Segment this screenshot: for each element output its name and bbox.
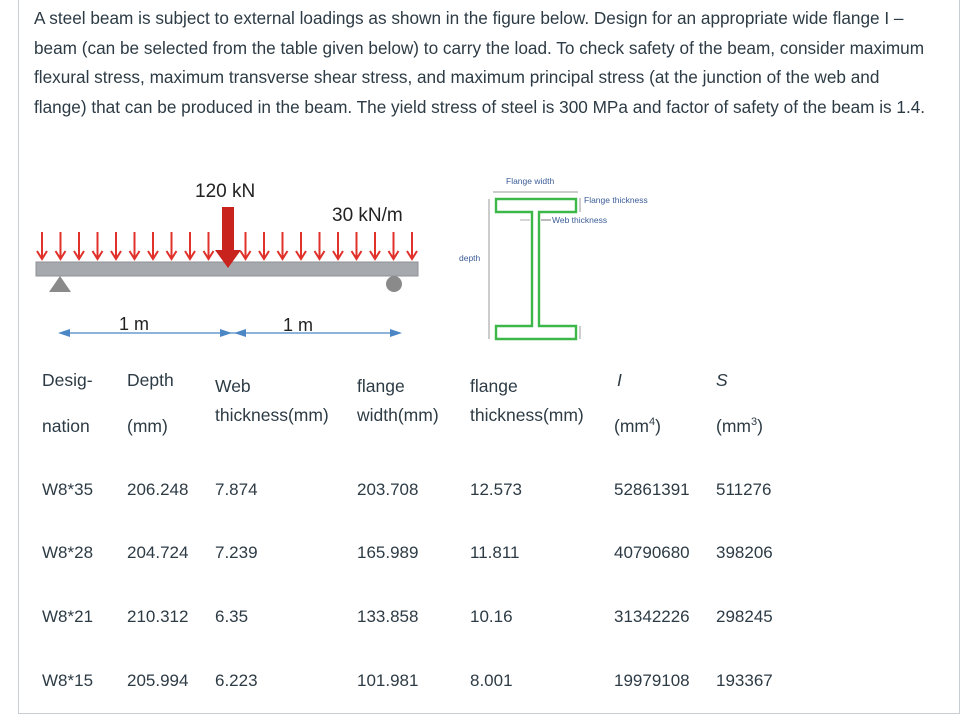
distributed-load-label: 30 kN/m (332, 205, 403, 226)
row3-flange-thickness: 10.16 (470, 607, 513, 626)
row4-flange-thickness: 8.001 (470, 671, 513, 690)
problem-statement: A steel beam is subject to external loadings as shown in the figure below. Design for an appropriate wide flange I –beam (can be selected from the table given below) to carry the load. To check safety of the beam, consider maximum flexural stress, maximum transverse shear stress, and maximum principal stress (at the junction of the web and flange) that can be produced in the beam. The yield stress of steel is 300 MPa and factor of safety of the beam is 1.4. (34, 8, 926, 117)
row2-flange-width: 165.989 (357, 543, 419, 562)
row2-I: 40790680 (614, 543, 690, 562)
row4-depth: 205.994 (127, 671, 189, 690)
row4-designation: W8*15 (42, 671, 94, 690)
header-flange-width-line1: flange (357, 376, 405, 396)
flange-width-label: Flange width (506, 176, 555, 186)
web-thickness-label: Web thickness (552, 215, 608, 225)
header-moment-of-inertia-unit: $(mm^4)$ (614, 416, 661, 436)
header-flange-thickness-line2: thickness(mm) (470, 405, 584, 425)
dimension-arrow-mid-right (234, 329, 246, 337)
row3-designation: W8*21 (42, 607, 94, 626)
row2-S: 398206 (716, 543, 773, 562)
row1-depth: 206.248 (127, 480, 189, 499)
header-depth-line2: (mm) (127, 416, 168, 436)
row1-I: 52861391 (614, 480, 690, 499)
row2-web: 7.239 (215, 543, 258, 562)
header-moment-of-inertia: I (617, 370, 622, 390)
row1-web: 7.874 (215, 480, 258, 499)
row1-designation: W8*35 (42, 480, 94, 499)
row3-depth: 210.312 (127, 607, 189, 626)
dimension-arrow-left (58, 329, 70, 337)
row4-web: 6.223 (215, 671, 258, 690)
row3-S: 298245 (716, 607, 773, 626)
row3-flange-width: 133.858 (357, 607, 419, 626)
roller-support (386, 276, 402, 292)
header-section-modulus: S (716, 370, 728, 390)
row4-S: 193367 (716, 671, 773, 690)
row4-I: 19979108 (614, 671, 690, 690)
row2-designation: W8*28 (42, 543, 94, 562)
dimension-arrow-right (390, 329, 402, 337)
header-depth-line1: Depth (127, 370, 174, 390)
header-flange-thickness-line1: flange (470, 376, 518, 396)
row3-I: 31342226 (614, 607, 690, 626)
row2-depth: 204.724 (127, 543, 189, 562)
row1-flange-width: 203.708 (357, 480, 419, 499)
header-section-modulus-unit: $(mm^3)$ (716, 416, 763, 436)
row2-flange-thickness: 11.811 (470, 543, 520, 562)
row1-S: 511276 (716, 480, 772, 499)
dimension-arrow-mid-left (220, 329, 232, 337)
header-web-line2: thickness(mm) (215, 405, 329, 425)
row1-flange-thickness: 12.573 (470, 480, 522, 499)
depth-label: depth (459, 253, 481, 263)
header-designation-line1: Desig- (42, 370, 93, 390)
row3-web: 6.35 (215, 607, 249, 626)
header-flange-width-line2: width(mm) (357, 405, 439, 425)
point-load-label: 120 kN (195, 181, 256, 202)
pin-support (49, 276, 71, 292)
point-load-arrow-shaft (222, 207, 234, 251)
span-left-label: 1 m (119, 314, 150, 334)
span-right-label: 1 m (283, 315, 314, 335)
header-designation-line2: nation (42, 416, 90, 436)
header-web-line1: Web (215, 376, 251, 396)
row4-flange-width: 101.981 (357, 671, 419, 690)
flange-thickness-label: Flange thickness (584, 195, 648, 205)
